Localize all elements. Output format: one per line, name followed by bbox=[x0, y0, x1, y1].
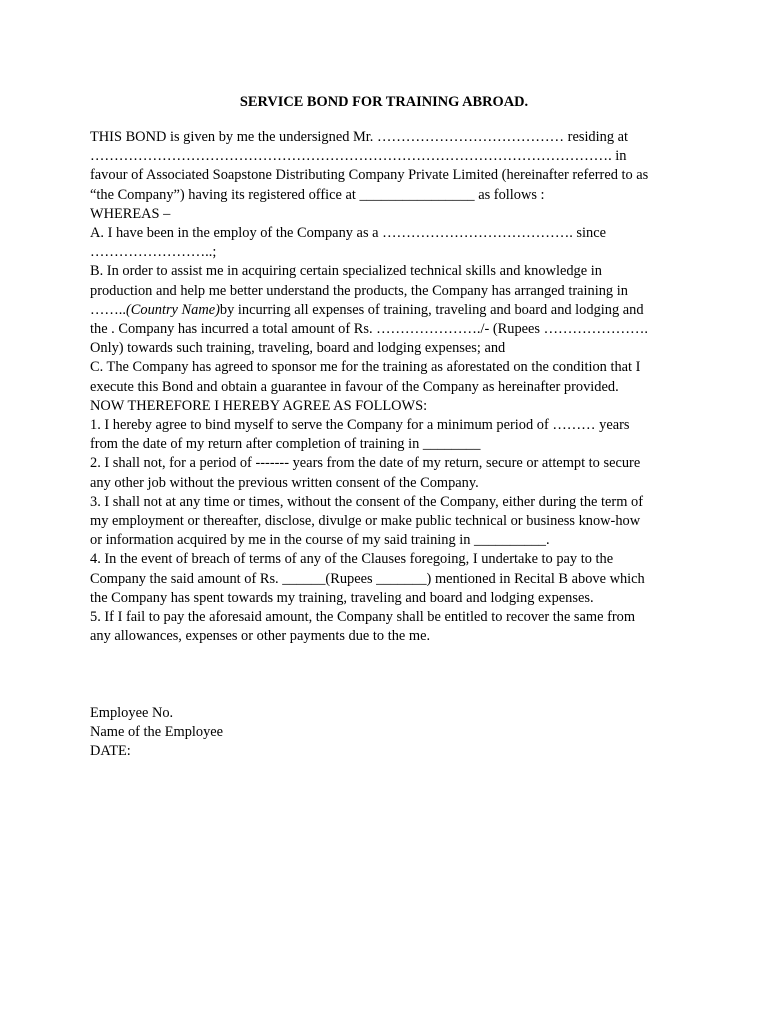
recital-c-line: execute this Bond and obtain a guarantee in favour of the Company as hereinafter provided. bbox=[90, 378, 619, 395]
country-name-placeholder: (Country Name) bbox=[125, 301, 220, 318]
clause-4-line: 4. In the event of breach of terms of any of the Clauses foregoing, I undertake to pay to the bbox=[90, 551, 614, 568]
body-line: favour of Associated Soapstone Distributing Company Private Limited (hereinafter referred to as bbox=[90, 167, 649, 184]
document-title: SERVICE BOND FOR TRAINING ABROAD. bbox=[239, 94, 529, 110]
employee-number-label: Employee No. bbox=[90, 705, 174, 722]
clause-1-line: from the date of my return after completion of training in ________ bbox=[90, 436, 481, 453]
clause-3-line: or information acquired by me in the course of my said training in __________. bbox=[90, 532, 550, 549]
clause-2-line: 2. I shall not, for a period of ------- years from the date of my return, secure or attempt to secure bbox=[90, 455, 641, 472]
body-line: THIS BOND is given by me the undersigned Mr. ………………………………… residing at bbox=[90, 129, 629, 145]
clause-5-line: 5. If I fail to pay the aforesaid amount, the Company shall be entitled to recover the same from bbox=[90, 609, 636, 626]
clause-4-line: Company the said amount of Rs. ______(Rupees _______) mentioned in Recital B above which bbox=[90, 570, 645, 587]
document-body bbox=[90, 128, 678, 762]
country-dots: …….. bbox=[90, 301, 126, 318]
clause-2-line: any other job without the previous written consent of the Company. bbox=[90, 474, 479, 491]
clause-1-line: 1. I hereby agree to bind myself to serve the Company for a minimum period of ……… years bbox=[90, 417, 630, 434]
recital-c-line: C. The Company has agreed to sponsor me for the training as aforestated on the condition that I bbox=[90, 359, 641, 376]
whereas-heading: WHEREAS – bbox=[90, 205, 171, 222]
signature-gap bbox=[90, 646, 678, 704]
body-line: ………………………………………………………………………………………………. in bbox=[90, 148, 627, 165]
clause-3-line: 3. I shall not at any time or times, without the consent of the Company, either during the term of bbox=[90, 493, 643, 510]
recital-b-line: B. In order to assist me in acquiring certain specialized technical skills and knowledge in bbox=[90, 263, 602, 280]
clause-3-line: my employment or thereafter, disclose, divulge or make public technical or business know-how bbox=[90, 513, 641, 530]
recital-b-country-line bbox=[90, 301, 678, 320]
recital-a-line: A. I have been in the employ of the Company as a …………………………………. since bbox=[90, 225, 606, 242]
country-line-text: by incurring all expenses of training, traveling and board and lodging and bbox=[219, 301, 644, 318]
body-line: “the Company”) having its registered office at ________________ as follows : bbox=[90, 186, 545, 203]
recital-b-line: production and help me better understand the products, the Company has arranged training in bbox=[90, 282, 628, 299]
recital-a-line: ……………………..; bbox=[90, 244, 217, 261]
date-label: DATE: bbox=[90, 743, 131, 760]
recital-b-line: the . Company has incurred a total amount of Rs. …………………./- (Rupees …………………. bbox=[90, 321, 648, 338]
clause-5-line: any allowances, expenses or other payments due to the me. bbox=[90, 628, 431, 645]
recital-b-line: Only) towards such training, traveling, board and lodging expenses; and bbox=[90, 340, 506, 357]
clause-4-line: the Company has spent towards my training, traveling and board and lodging expenses. bbox=[90, 589, 594, 606]
employee-name-label: Name of the Employee bbox=[90, 724, 224, 741]
agreement-heading: NOW THEREFORE I HEREBY AGREE AS FOLLOWS: bbox=[90, 397, 428, 414]
